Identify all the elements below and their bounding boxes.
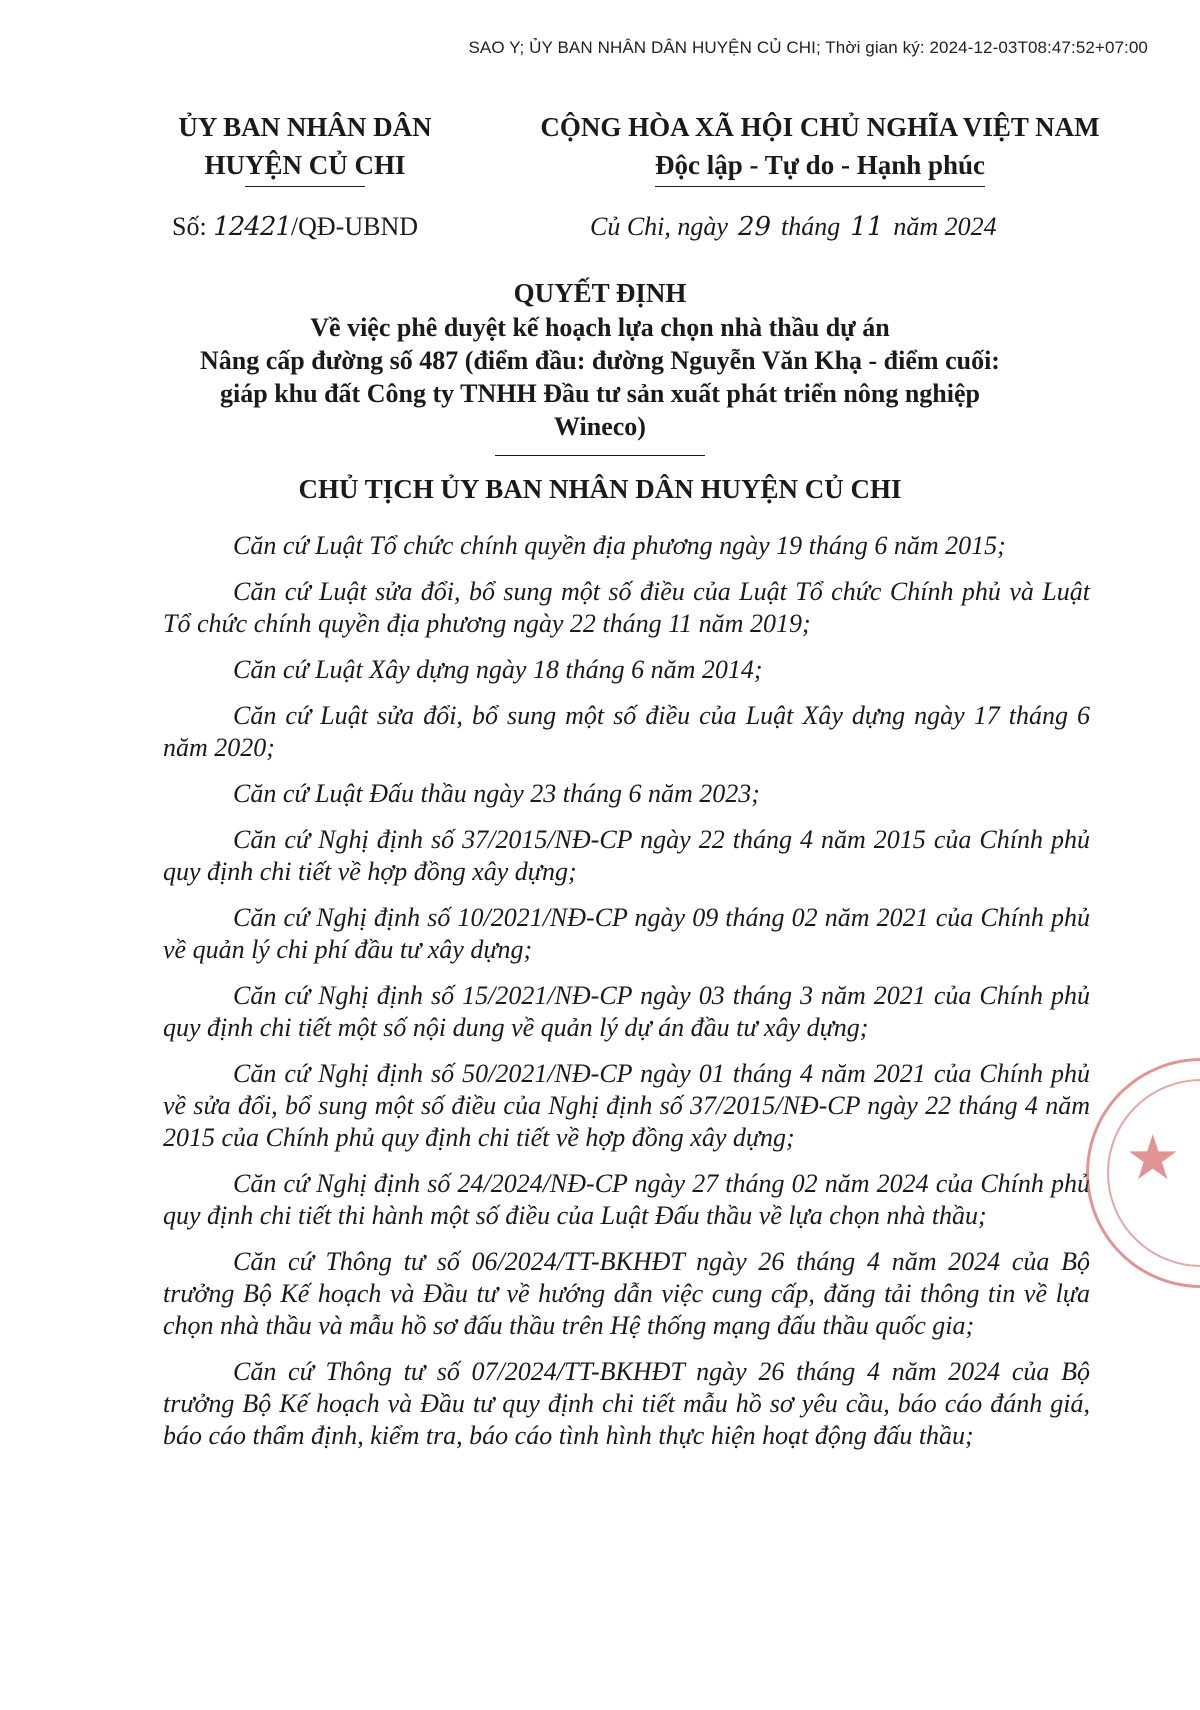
national-motto [520, 108, 1120, 187]
legal-basis-paragraph: Căn cứ Nghị định số 50/2021/NĐ-CP ngày 01 tháng 4 năm 2021 của Chính phủ về sửa đổi, bổ sung một số điều của Nghị định số 37/2015/NĐ-CP ngày 22 tháng 4 năm 2015 của Chính phủ quy định chi tiết về hợp đồng xây dựng; [163, 1059, 1090, 1152]
subject-line: giáp khu đất Công ty TNHH Đầu tư sản xuất phát triển nông nghiệp [220, 379, 980, 408]
handwritten-day: 29 [737, 212, 772, 242]
legal-basis-paragraph: Căn cứ Thông tư số 07/2024/TT-BKHĐT ngày 26 tháng 4 năm 2024 của Bộ trưởng Bộ Kế hoạch và Đầu tư quy định chi tiết mẫu hồ sơ yêu cầu, báo cáo đánh giá, báo cáo thẩm định, kiểm tra, báo cáo tình hình thực hiện hoạt động đấu thầu; [163, 1357, 1090, 1450]
decision-subject [140, 311, 1060, 443]
legal-basis-paragraph: Căn cứ Luật Xây dựng ngày 18 tháng 6 năm 2014; [233, 655, 763, 684]
signer-title: CHỦ TỊCH ỦY BAN NHÂN DÂN HUYỆN CỦ CHI [298, 474, 902, 504]
decision-title: QUYẾT ĐỊNH [513, 278, 687, 308]
country-name: CỘNG HÒA XÃ HỘI CHỦ NGHĨA VIỆT NAM [540, 112, 1100, 142]
authority-underline [245, 186, 365, 187]
legal-basis-paragraph: Căn cứ Luật sửa đổi, bổ sung một số điều của Luật Xây dựng ngày 17 tháng 6 năm 2020; [163, 701, 1090, 762]
document-number [172, 212, 418, 242]
legal-bases [163, 530, 1090, 1466]
date-prefix: Củ Chi, ngày [590, 212, 728, 241]
motto-underline [655, 186, 985, 187]
handwritten-number: 12421 [213, 212, 291, 242]
legal-basis-paragraph: Căn cứ Nghị định số 15/2021/NĐ-CP ngày 03 tháng 3 năm 2021 của Chính phủ quy định chi tiết một số nội dung về quản lý dự án đầu tư xây dựng; [163, 981, 1090, 1042]
legal-basis-paragraph: Căn cứ Nghị định số 24/2024/NĐ-CP ngày 27 tháng 02 năm 2024 của Chính phủ quy định chi tiết thi hành một số điều của Luật Đấu thầu về lựa chọn nhà thầu; [163, 1169, 1090, 1230]
subject-line: Wineco) [554, 412, 646, 441]
star-icon: ★ [1125, 1121, 1181, 1194]
issue-date [590, 212, 997, 242]
month-label: tháng [781, 212, 841, 241]
number-prefix: Số: [172, 212, 214, 241]
year-label: năm 2024 [893, 212, 997, 241]
legal-basis-paragraph: Căn cứ Thông tư số 06/2024/TT-BKHĐT ngày 26 tháng 4 năm 2024 của Bộ trưởng Bộ Kế hoạch và Đầu tư về hướng dẫn việc cung cấp, đăng tải thông tin về lựa chọn nhà thầu và mẫu hồ sơ đấu thầu trên Hệ thống mạng đấu thầu quốc gia; [163, 1247, 1090, 1340]
subject-line: Nâng cấp đường số 487 (điểm đầu: đường Nguyễn Văn Khạ - điểm cuối: [200, 346, 1000, 375]
number-suffix: /QĐ-UBND [290, 212, 419, 241]
digital-signature-stamp: SAO Y; ỦY BAN NHÂN DÂN HUYỆN CỦ CHI; Thời gian ký: 2024-12-03T08:47:52+07:00 [468, 38, 1148, 57]
authority-line-2: HUYỆN CỦ CHI [204, 150, 406, 180]
official-seal [1086, 1058, 1200, 1288]
legal-basis-paragraph: Căn cứ Luật Đấu thầu ngày 23 tháng 6 năm 2023; [233, 779, 760, 808]
decision-title-block [0, 275, 1200, 456]
authority-line-1: ỦY BAN NHÂN DÂN [178, 112, 432, 142]
legal-basis-paragraph: Căn cứ Nghị định số 37/2015/NĐ-CP ngày 22 tháng 4 năm 2015 của Chính phủ quy định chi tiết về hợp đồng xây dựng; [163, 825, 1090, 886]
handwritten-month: 11 [850, 212, 884, 242]
legal-basis-paragraph: Căn cứ Luật Tổ chức chính quyền địa phương ngày 19 tháng 6 năm 2015; [233, 531, 1006, 560]
motto: Độc lập - Tự do - Hạnh phúc [654, 150, 986, 180]
legal-basis-paragraph: Căn cứ Luật sửa đổi, bổ sung một số điều của Luật Tổ chức Chính phủ và Luật Tổ chức chính quyền địa phương ngày 22 tháng 11 năm 2019; [163, 577, 1090, 638]
legal-basis-paragraph: Căn cứ Nghị định số 10/2021/NĐ-CP ngày 09 tháng 02 năm 2021 của Chính phủ về quản lý chi phí đầu tư xây dựng; [163, 903, 1090, 964]
title-underline [495, 455, 705, 456]
issuing-authority [140, 108, 470, 187]
subject-line: Về việc phê duyệt kế hoạch lựa chọn nhà thầu dự án [310, 313, 890, 342]
